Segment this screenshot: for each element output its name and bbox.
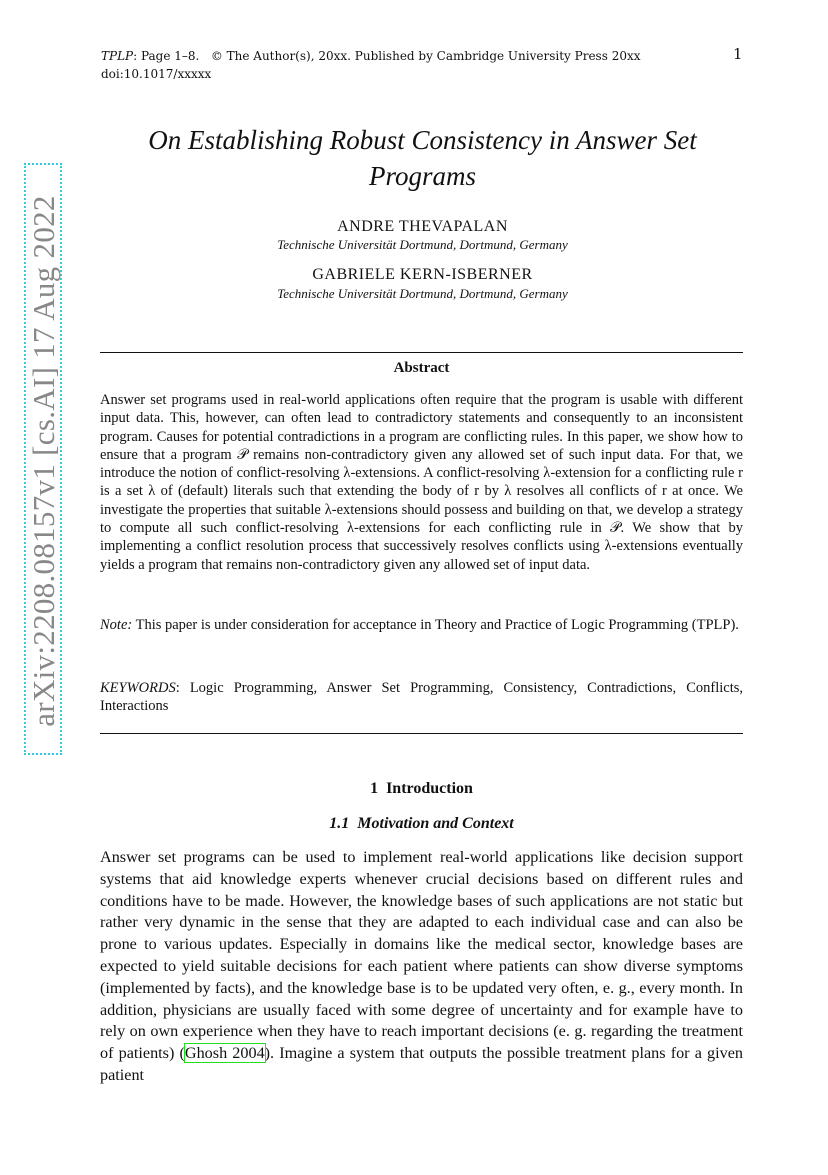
arxiv-stamp: arXiv:2208.08157v1 [cs.AI] 17 Aug 2022 <box>26 195 61 727</box>
section-title: Introduction <box>386 780 473 797</box>
keywords <box>100 679 743 716</box>
abstract-bottom-rule <box>100 733 743 734</box>
page-range: : Page 1–8. <box>133 49 200 63</box>
note-text: This paper is under consideration for acceptance in Theory and Practice of Logic Programming (TPLP). <box>135 617 739 633</box>
intro-paragraph <box>100 847 743 1087</box>
arxiv-stamp-link[interactable] <box>24 163 62 755</box>
note-label: Note: <box>100 617 133 633</box>
journal-abbrev: TPLP <box>101 49 134 63</box>
subsection-heading <box>100 815 743 833</box>
citation-link[interactable]: Ghosh 2004 <box>184 1044 265 1063</box>
author-name: GABRIELE KERN-ISBERNER <box>312 266 533 283</box>
keywords-text: : Logic Programming, Answer Set Programming, Consistency, Contradictions, Conflicts, Interactions <box>100 680 743 715</box>
consideration-note <box>100 616 743 634</box>
intro-text: Answer set programs can be used to implement real-world applications like decision support systems that aid knowledge experts whenever crucial decisions based on different rules and conditions have to be made. However, the knowledge bases of such applications are not static but rather very dynamic in the sense that they are adapted to each individual case and can also be prone to various updates. Especially in domains like the medical sector, knowledge bases are expected to yield suitable decisions for each patient where patients can show diverse symptoms (implemented by facts), and the knowledge base is to be updated very often, e. g., every month. In addition, physicians are usually faced with some degree of uncertainty and for example have to rely on own experience when they have to reach important decisions (e. g. regarding the treatment of patients) ( <box>100 848 743 1063</box>
author-name: ANDRE THEVAPALAN <box>337 218 508 235</box>
author-affiliation: Technische Universität Dortmund, Dortmund, Germany <box>277 237 568 252</box>
author-affiliation: Technische Universität Dortmund, Dortmund, Germany <box>277 286 568 301</box>
doi: doi:10.1017/xxxxx <box>101 67 212 81</box>
page-number: 1 <box>733 45 743 63</box>
abstract-top-rule <box>100 352 743 353</box>
section-heading <box>100 780 743 798</box>
abstract-heading: Abstract <box>393 360 450 376</box>
abstract-text: Answer set programs used in real-world applications often require that the program is usable with different input data. This, however, can often lead to contradictory statements and consequently to an inconsistent program. Causes for potential contradictions in a program are conflicting rules. In this paper, we show how to ensure that a program 𝒫 remains non-contradictory given any allowed set of such input data. For that, we introduce the notion of conflict-resolving λ-extensions. A conflict-resolving λ-extension for a conflicting rule r is a set λ of (default) literals such that extending the body of r by λ resolves all conflicts of r at once. We investigate the properties that suitable λ-extensions should possess and building on that, we develop a strategy to compute all such conflict-resolving λ-extensions for each conflicting rule in 𝒫. We show that by implementing a conflict resolution process that successively resolves conflicts using λ-extensions eventually yields a program that remains non-contradictory given any allowed set of input data. <box>100 392 743 573</box>
subsection-title: Motivation and Context <box>357 815 514 832</box>
section-number: 1 <box>370 780 379 797</box>
subsection-number: 1.1 <box>329 815 350 832</box>
intro-text-continued: ). Imagine a system that outputs the possible treatment plans for a given patient <box>100 1044 743 1084</box>
keywords-label: KEYWORDS <box>100 680 176 696</box>
copyright-notice: © The Author(s), 20xx. Published by Cambridge University Press 20xx <box>210 49 641 63</box>
running-header <box>101 47 641 65</box>
paper-title: On Establishing Robust Consistency in Answer Set Programs <box>148 125 697 191</box>
